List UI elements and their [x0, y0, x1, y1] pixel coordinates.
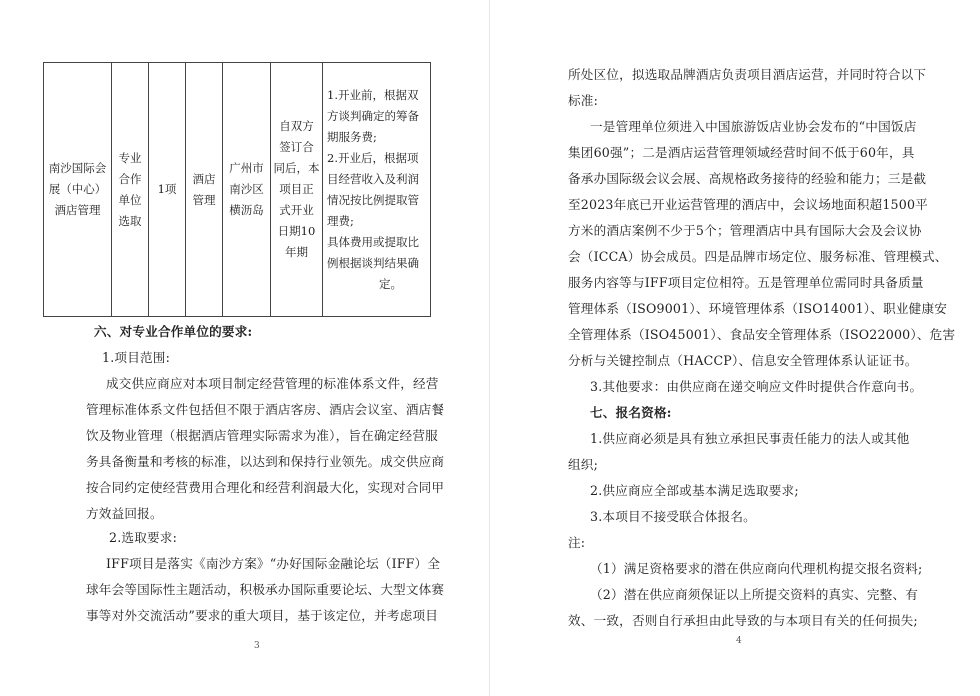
page-right	[490, 0, 980, 696]
cell-line: 自双方	[279, 119, 314, 133]
paragraph-line: 成交供应商应对本项目制定经营管理的标准体系文件，经营	[106, 376, 439, 391]
paragraph-line: 3.本项目不接受联合体报名。	[590, 509, 756, 524]
cell-line: 目经营收入及利润	[327, 171, 419, 186]
paragraph-line: 标准:	[568, 93, 599, 108]
paragraph-line: 一是管理单位须进入中国旅游饭店业协会发布的“中国饭店	[590, 119, 917, 134]
table-cell-selection-type	[112, 63, 149, 317]
paragraph-line: 至2023年底已开业运营管理的酒店中，会议场地面积超1500平	[568, 197, 928, 212]
table-cell-fee	[323, 63, 431, 317]
cell-line: 2.开业后，根据项	[327, 150, 419, 165]
table-row	[44, 63, 431, 317]
cell-line: 选取	[118, 213, 142, 228]
paragraph-line: 管理标准体系文件包括但不限于酒店客房、酒店会议室、酒店餐	[86, 402, 445, 417]
cell-line: 1.开业前，根据双	[327, 87, 419, 102]
table-cell-project-name	[44, 63, 112, 317]
paragraph-line: 按合同约定使经营费用合理化和经营利润最大化，实现对合同甲	[86, 480, 445, 495]
paragraph-line: 管理体系（ISO9001）、环境管理体系（ISO14001）、职业健康安	[568, 301, 948, 316]
paragraph-line: 务具备衡量和考核的标准，以达到和保持行业领先。成交供应商	[86, 454, 445, 469]
cell-line: 专业	[118, 150, 142, 165]
table-cell-content	[186, 63, 223, 317]
cell-line: 展（中心）	[48, 182, 107, 196]
cell-line: 理费;	[327, 213, 354, 228]
paragraph-line: 方米的酒店案例不少于5个；管理酒店中具有国际大会及会议协	[568, 223, 922, 238]
paragraph-line: 所处区位，拟选取品牌酒店负责项目酒店运营，并同时符合以下	[568, 67, 927, 82]
paragraph-line: 方效益回报。	[86, 506, 163, 521]
paragraph-line: 3.其他要求：由供应商在递交响应文件时提供合作意向书。	[590, 379, 923, 394]
paragraph-line: 2.供应商应全部或基本满足选取要求;	[590, 483, 799, 498]
cell-line: 合作	[118, 171, 142, 186]
paragraph-line: 效、一致，否则自行承担由此导致的与本项目有关的任何损失;	[568, 613, 918, 628]
page-number: 4	[736, 636, 742, 646]
paragraph-line: 分析与关键控制点（HACCP）、信息安全管理体系认证证书。	[568, 353, 918, 368]
paragraph-line: 1.供应商必须是具有独立承担民事责任能力的法人或其他	[590, 431, 910, 446]
paragraph-line: （1）满足资格要求的潜在供应商向代理机构提交报名资料;	[590, 561, 923, 576]
project-table	[43, 62, 431, 317]
cell-line: 方谈判确定的筹备	[327, 108, 419, 123]
cell-line: 例根据谈判结果确	[327, 255, 419, 270]
cell-line: 南沙区	[229, 182, 264, 196]
paragraph-line: 饮及物业管理（根据酒店管理实际需求为准），旨在确定经营服	[86, 428, 438, 443]
cell-line: 酒店管理	[54, 203, 101, 217]
cell-line: 年期	[285, 245, 308, 259]
paragraph-line: 球年会等国际性主题活动，积极承办国际重要论坛、大型文体赛	[86, 582, 445, 597]
cell-line: 同后，本	[273, 161, 320, 175]
cell-line: 签订合	[279, 140, 314, 154]
paragraph-line: （2）潜在供应商须保证以上所提交资料的真实、完整、有	[590, 587, 919, 602]
cell-line: 横沥岛	[229, 203, 264, 217]
paragraph-line: 组织;	[568, 457, 599, 472]
table-cell-quantity	[149, 63, 186, 317]
subheading-requirements: 2.选取要求:	[109, 530, 178, 545]
page-number: 3	[254, 641, 260, 651]
cell-line: 广州市	[229, 161, 264, 175]
cell-line: 酒店	[192, 171, 216, 186]
cell-line: 具体费用或提取比	[327, 234, 419, 249]
cell-line: 情况按比例提取管	[327, 192, 419, 207]
paragraph-line: 全管理体系（ISO45001）、食品安全管理体系（ISO22000）、危害	[568, 327, 956, 342]
cell-line: 单位	[118, 192, 142, 207]
paragraph-line: IFF项目是落实《南沙方案》“办好国际金融论坛（IFF）全	[106, 556, 441, 571]
paragraph-line: 服务内容等与IFF项目定位相符。五是管理单位需同时具备质量	[568, 275, 924, 290]
table-cell-location	[223, 63, 271, 317]
note-label: 注:	[568, 535, 586, 550]
section-heading-6: 六、对专业合作单位的要求:	[94, 324, 253, 339]
cell-line: 期服务费;	[327, 129, 377, 144]
cell-line: 项目正	[279, 182, 314, 196]
cell-line: 日期10	[277, 224, 316, 238]
paragraph-line: 会（ICCA）协会成员。四是品牌市场定位、服务标准、管理模式、	[568, 249, 948, 264]
cell-line: 管理	[192, 192, 216, 207]
cell-line: 1项	[157, 182, 177, 196]
paragraph-line: 备承办国际级会议会展、高规格政务接待的经验和能力；三是截	[568, 171, 927, 186]
cell-line: 南沙国际会	[48, 161, 107, 175]
paragraph-line: 集团60强”；二是酒店运营管理领域经营时间不低于60年，具	[568, 145, 915, 160]
subheading-scope: 1.项目范围:	[102, 350, 171, 365]
section-heading-7: 七、报名资格:	[590, 405, 672, 420]
cell-line: 定。	[379, 276, 402, 291]
paragraph-line: 事等对外交流活动”要求的重大项目，基于该定位，并考虑项目	[86, 608, 439, 623]
cell-line: 式开业	[279, 203, 314, 217]
table-cell-term	[271, 63, 323, 317]
